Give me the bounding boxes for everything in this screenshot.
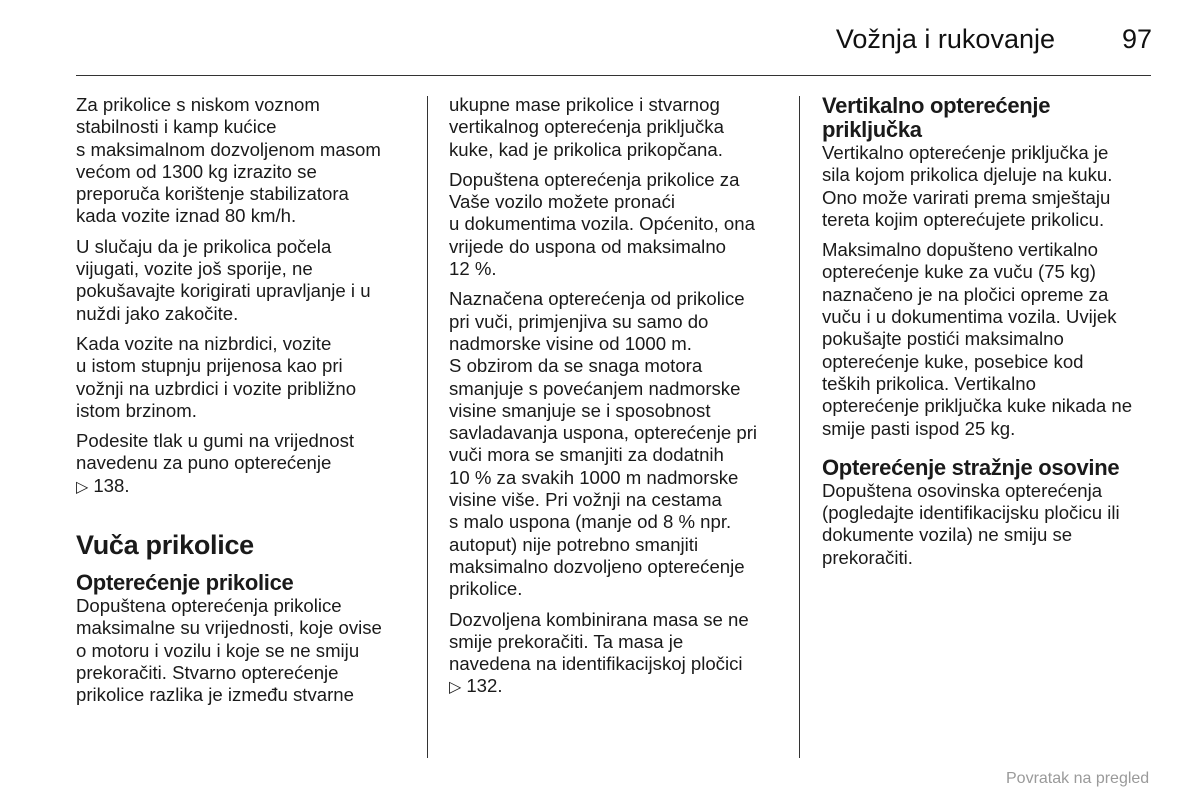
- reference-arrow-icon: ▷: [449, 679, 462, 697]
- page-number: 97: [1121, 24, 1152, 54]
- paragraph-stabilizer: Za prikolice s niskom voznom stabilnosti i kamp kućice s maksimalnom dozvoljenom masom većom od 1300 kg izrazito se preporuča korištenje stabilizatora kada vozite iznad 80 km/h.: [76, 94, 381, 227]
- paragraph-snaking: U slučaju da je prikolica počela vijugati, vozite još sporije, ne pokušavajte korigirati upravljanje i u nuždi jako zakočite.: [76, 235, 371, 324]
- column-middle: [449, 94, 784, 708]
- page-section-title: Vožnja i rukovanje: [835, 24, 1055, 54]
- tyre-pressure-text: Podesite tlak u gumi na vrijednost navedenu za puno opterećenje: [76, 430, 355, 474]
- paragraph-vertical-load: Vertikalno opterećenje priključka je sila kojom prikolica djeluje na kuku. Ono može varirati prema smještaju tereta kojim opterećujete prikolicu.: [822, 142, 1113, 230]
- paragraph-rear-axle: Dopuštena osovinska opterećenja (pogledajte identifikacijsku pločicu ili dokumente vozila) ne smiju se prekoračiti.: [822, 479, 1120, 568]
- combined-mass-text: Dozvoljena kombinirana masa se ne smije prekoračiti. Ta masa je navedena na identifikacijskoj pločici: [449, 608, 749, 675]
- page-reference-138[interactable]: [76, 475, 130, 496]
- subheading-vertical-load: Vertikalno opterećenje priključka: [822, 93, 1051, 142]
- subheading-trailer-load: Opterećenje prikolice: [76, 570, 294, 596]
- section-heading: Vuča prikolice: [76, 530, 254, 561]
- column-divider-left: [427, 96, 428, 758]
- column-left: [76, 94, 416, 715]
- header-divider: [76, 75, 1151, 76]
- paragraph-trailer-load: Dopuštena opterećenja prikolice maksimalne su vrijednosti, koje ovise o motoru i vozilu i koje se ne smiju prekoračiti. Stvarno opterećenje prikolice razlika je između stvarne: [76, 595, 382, 706]
- subheading-rear-axle: Opterećenje stražnje osovine: [822, 454, 1120, 480]
- reference-arrow-icon: ▷: [76, 478, 89, 496]
- page-reference-label: 138.: [93, 474, 130, 496]
- paragraph-tyre-pressure: [76, 430, 416, 499]
- page-reference-label: 132.: [466, 675, 503, 697]
- page-reference-132[interactable]: [449, 675, 503, 696]
- paragraph-permitted-loads: Dopuštena opterećenja prikolice za Vaše vozilo možete pronaći u dokumentima vozila. Općenito, ona vrijede do uspona od maksimalno 12 %.: [449, 168, 755, 280]
- column-divider-right: [799, 96, 800, 758]
- paragraph-combined-mass: [449, 609, 784, 700]
- back-to-overview-link[interactable]: Povratak na pregled: [1006, 770, 1150, 787]
- paragraph-altitude: Naznačena opterećenja od prikolice pri vuči, primjenjiva su samo do nadmorske visine od 1000 m. S obzirom da se snaga motora smanjuje s povećanjem nadmorske visine smanjuje se i sposobnost savladavanja uspona, opterećenje pri vuči mora se smanjiti za dodatnih 10 % za svakih 1000 m nadmorske visine više. Pri vožnji na cestama s malo uspona (manje od 8 % npr. autoput) nije potrebno smanjiti maksimalno dozvoljeno opterećenje prikolice.: [449, 288, 758, 600]
- paragraph-downhill: Kada vozite na nizbrdici, vozite u istom stupnju prijenosa kao pri vožnji na uzbrdici i vozite približno istom brzinom.: [76, 332, 357, 421]
- column-right: [822, 94, 1162, 577]
- paragraph-trailer-load-continued: ukupne mase prikolice i stvarnog vertikalnog opterećenja priključka kuke, kad je prikolica prikopčana.: [449, 94, 724, 160]
- paragraph-max-vertical-load: Maksimalno dopušteno vertikalno opterećenje kuke za vuču (75 kg) naznačeno je na pločici opreme za vuču i u dokumentima vozila. Uvijek pokušajte postići maksimalno opterećenje kuke, posebice kod teških prikolica. Vertikalno opterećenje priključka kuke nikada ne smije pasti ispod 25 kg.: [822, 239, 1133, 439]
